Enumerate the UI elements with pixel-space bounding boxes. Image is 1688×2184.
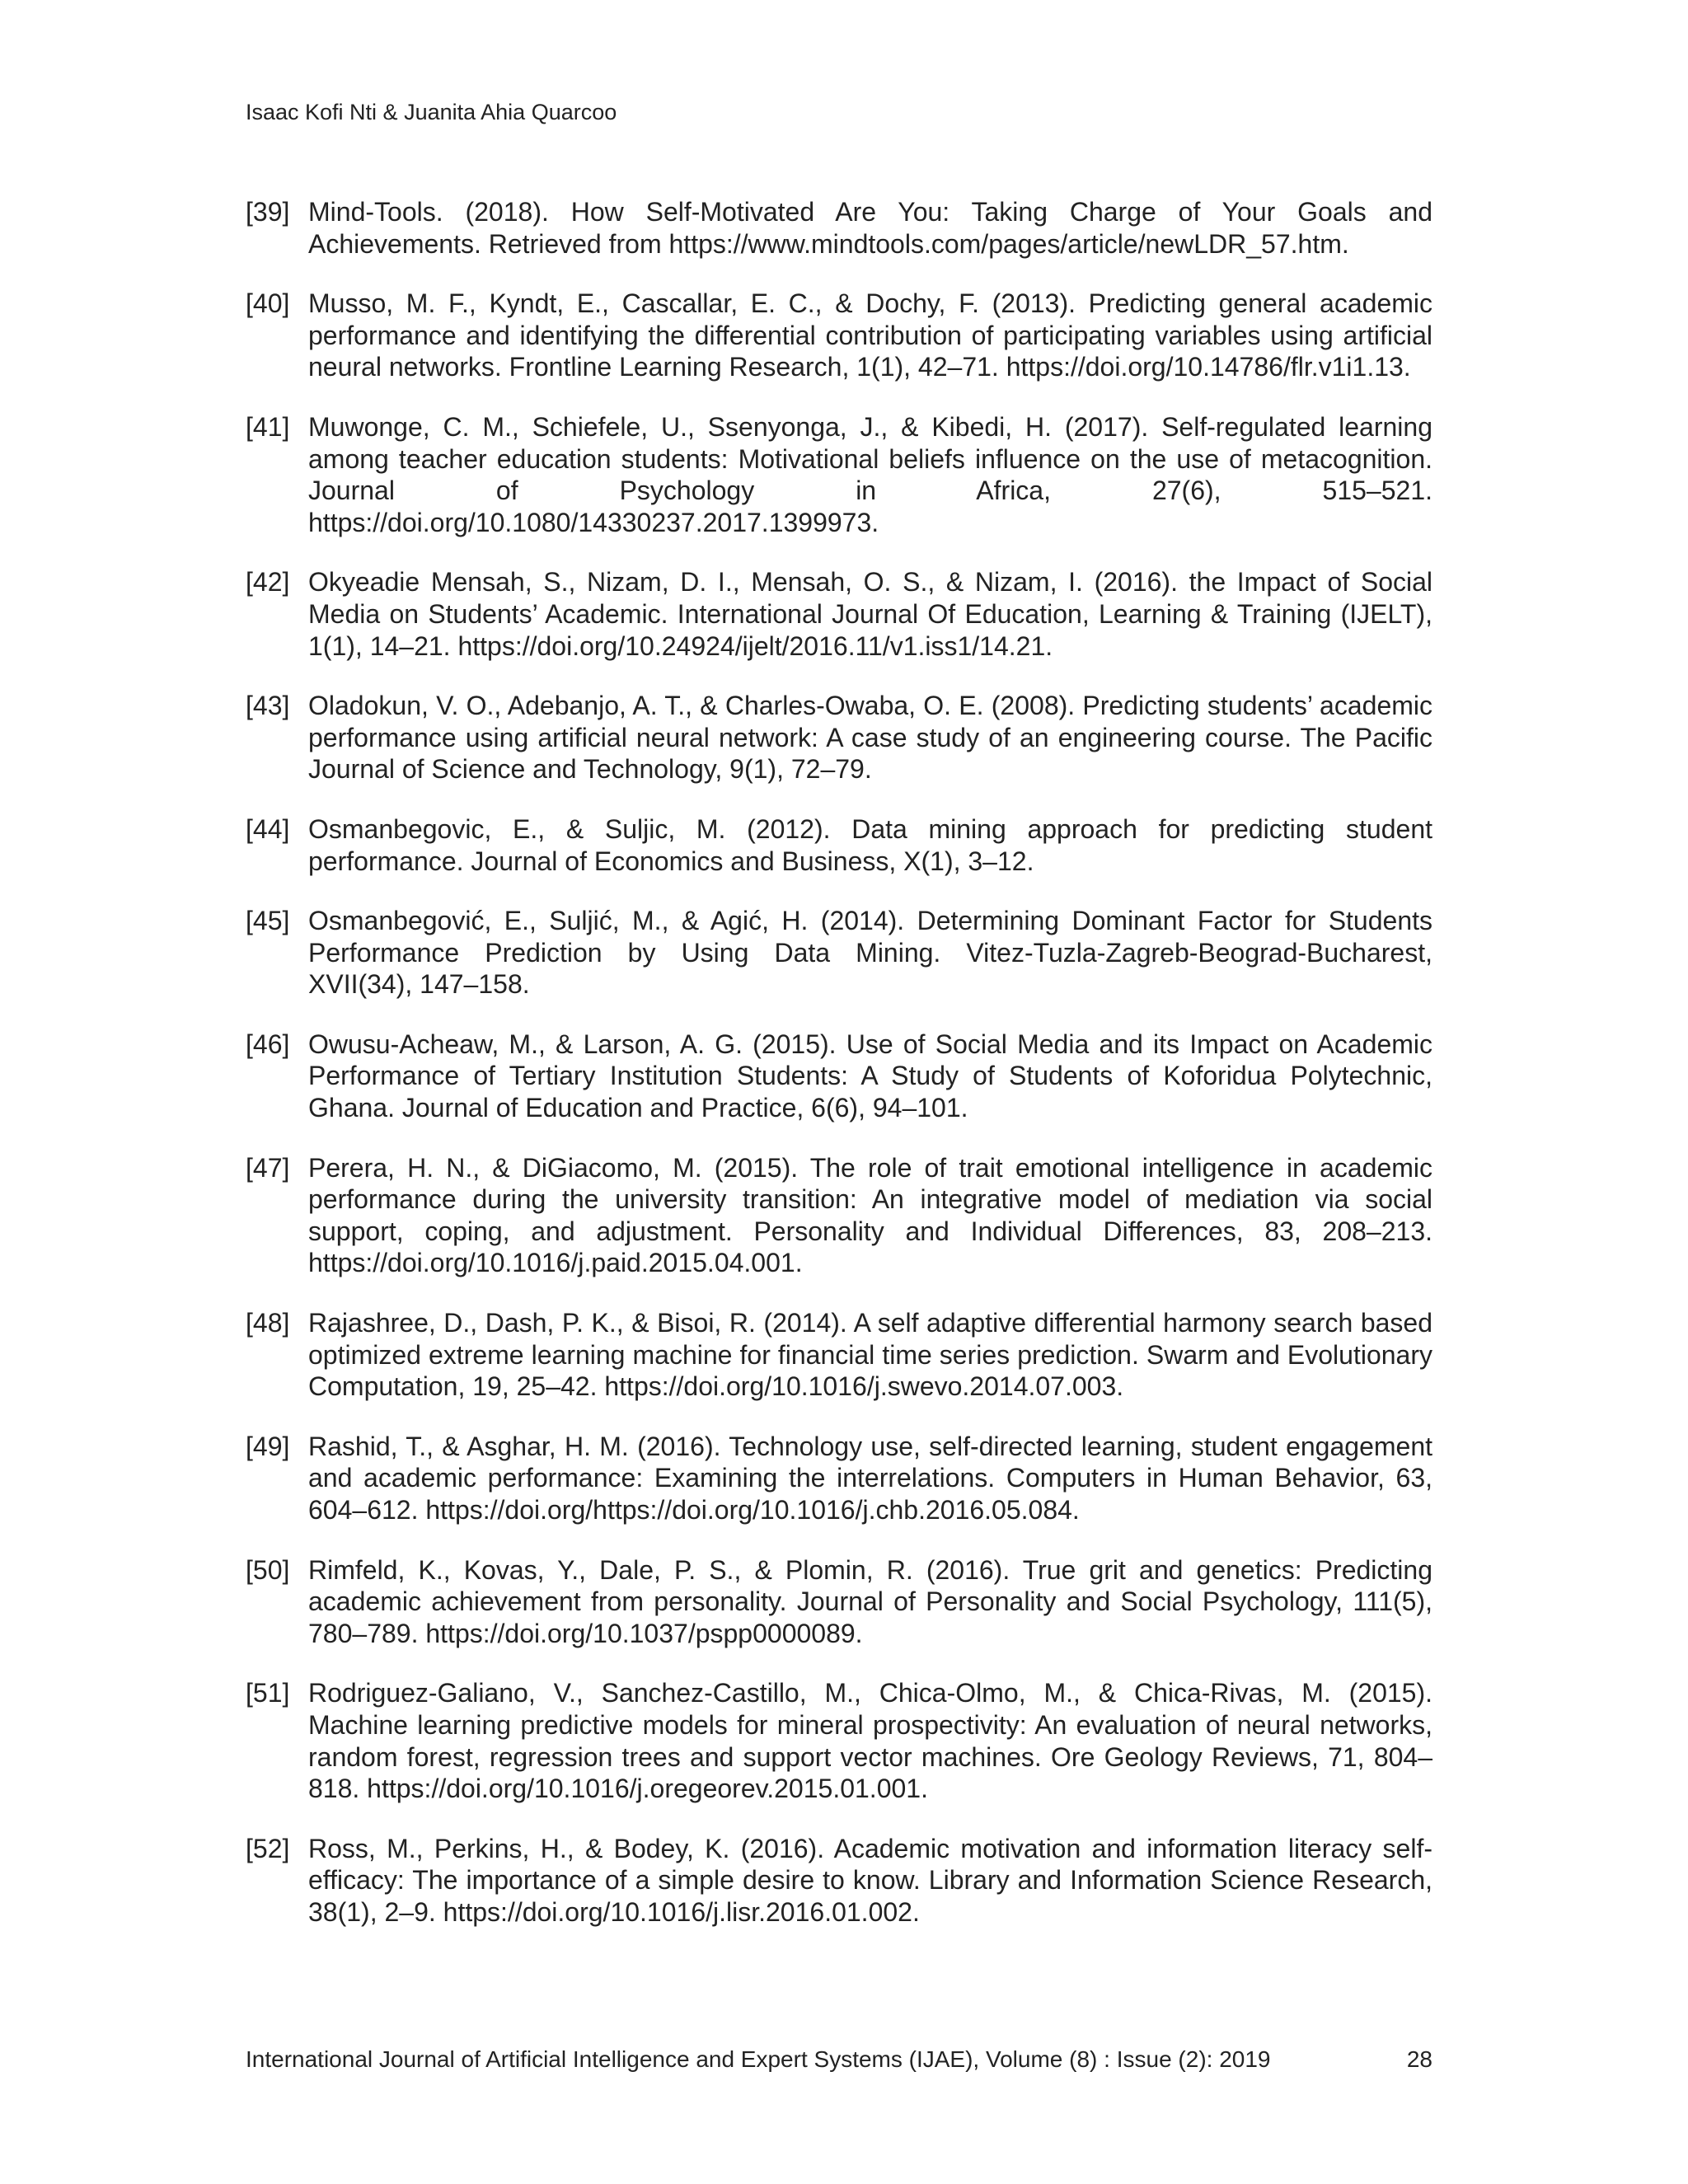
reference-item: [246, 566, 1432, 662]
reference-text: Osmanbegovic, E., & Suljic, M. (2012). Data mining approach for predicting student performance. Journal of Economics and Business, X(1), 3–12.: [308, 813, 1432, 876]
reference-item: [246, 288, 1432, 383]
reference-number: [52]: [246, 1833, 290, 1863]
reference-text: Rajashree, D., Dash, P. K., & Bisoi, R. (2014). A self adaptive differential harmony search based optimized extreme learning machine for financial time series prediction. Swarm and Evolutionary Computation, 19, 25–42. https://doi.org/10.1016/j.swevo.2014.07.003.: [308, 1308, 1432, 1402]
reference-item: [246, 411, 1432, 538]
reference-text: Oladokun, V. O., Adebanjo, A. T., & Charles-Owaba, O. E. (2008). Predicting students’ academic performance using artificial neural network: A case study of an engineering course. The Pacific Journal of Science and Technology, 9(1), 72–79.: [308, 691, 1432, 785]
reference-text: Muwonge, C. M., Schiefele, U., Ssenyonga, J., & Kibedi, H. (2017). Self-regulated learning among teacher education students: Motivational beliefs influence on the use of metacognition. Journal of Psychology in Africa, 27(6), 515–521. https://doi.org/10.1080/14330237.2017.1399973.: [308, 411, 1432, 537]
footer-journal-citation: International Journal of Artificial Intelligence and Expert Systems (IJAE), Volume (8) : Issue (2): 2019: [246, 2046, 1271, 2072]
reference-text: Okyeadie Mensah, S., Nizam, D. I., Mensah, O. S., & Nizam, I. (2016). the Impact of Social Media on Students’ Academic. International Journal Of Education, Learning & Training (IJELT), 1(1), 14–21. https://doi.org/10.24924/ijelt/2016.11/v1.iss1/14.21.: [308, 567, 1432, 661]
reference-text: Rodriguez-Galiano, V., Sanchez-Castillo, M., Chica-Olmo, M., & Chica-Rivas, M. (2015). Machine learning predictive models for mineral prospectivity: An evaluation of neural networks, random forest, regression trees and support vector machines. Ore Geology Reviews, 71, 804–818. https://doi.org/10.1016/j.oregeorev.2015.01.001.: [308, 1678, 1432, 1804]
reference-text: Mind-Tools. (2018). How Self-Motivated Are You: Taking Charge of Your Goals and Achievements. Retrieved from https://www.mindtools.com/pages/article/newLDR_57.htm.: [308, 197, 1432, 259]
reference-number: [45]: [246, 906, 290, 936]
reference-text: Owusu-Acheaw, M., & Larson, A. G. (2015). Use of Social Media and its Impact on Academic Performance of Tertiary Institution Students: A Study of Students of Koforidua Polytechnic, Ghana. Journal of Education and Practice, 6(6), 94–101.: [308, 1029, 1432, 1123]
reference-text: Ross, M., Perkins, H., & Bodey, K. (2016). Academic motivation and information literacy self-efficacy: The importance of a simple desire to know. Library and Information Science Research, 38(1), 2–9. https://doi.org/10.1016/j.lisr.2016.01.002.: [308, 1833, 1432, 1927]
page-number: 28: [1406, 2046, 1432, 2072]
reference-number: [46]: [246, 1029, 290, 1059]
reference-item: [246, 196, 1432, 260]
reference-text: Osmanbegović, E., Suljić, M., & Agić, H. (2014). Determining Dominant Factor for Students Performance Prediction by Using Data Mining. Vitez-Tuzla-Zagreb-Beograd-Bucharest, XVII(34), 147–158.: [308, 906, 1432, 1000]
running-head: Isaac Kofi Nti & Juanita Ahia Quarcoo: [246, 100, 617, 124]
reference-item: [246, 1554, 1432, 1650]
reference-item: [246, 690, 1432, 785]
reference-number: [49]: [246, 1431, 290, 1461]
reference-number: [44]: [246, 813, 290, 844]
reference-item: [246, 1152, 1432, 1279]
reference-text: Perera, H. N., & DiGiacomo, M. (2015). The role of trait emotional intelligence in academic performance during the university transition: An integrative model of mediation via social support, coping, and adjustment. Personality and Individual Differences, 83, 208–213. https://doi.org/10.1016/j.paid.2015.04.001.: [308, 1152, 1432, 1278]
reference-number: [40]: [246, 288, 290, 319]
reference-item: [246, 1431, 1432, 1526]
reference-text: Musso, M. F., Kyndt, E., Cascallar, E. C., & Dochy, F. (2013). Predicting general academic performance and identifying the differential contribution of participating variables using artificial neural networks. Frontline Learning Research, 1(1), 42–71. https://doi.org/10.14786/flr.v1i1.13.: [308, 288, 1432, 382]
reference-number: [41]: [246, 411, 290, 442]
reference-number: [43]: [246, 691, 290, 721]
reference-list: [246, 196, 1432, 1957]
reference-item: [246, 905, 1432, 1001]
reference-item: [246, 813, 1432, 877]
reference-number: [47]: [246, 1152, 290, 1183]
reference-item: [246, 1307, 1432, 1403]
reference-number: [51]: [246, 1678, 290, 1708]
reference-number: [48]: [246, 1308, 290, 1338]
page-footer: [246, 2046, 1432, 2074]
reference-number: [39]: [246, 197, 290, 227]
reference-text: Rashid, T., & Asghar, H. M. (2016). Technology use, self-directed learning, student engagement and academic performance: Examining the interrelations. Computers in Human Behavior, 63, 604–612. https://doi.org/https://doi.org/10.1016/j.chb.2016.05.084.: [308, 1431, 1432, 1525]
reference-item: [246, 1029, 1432, 1124]
reference-number: [42]: [246, 567, 290, 598]
reference-item: [246, 1677, 1432, 1804]
reference-text: Rimfeld, K., Kovas, Y., Dale, P. S., & Plomin, R. (2016). True grit and genetics: Predicting academic achievement from personality. Journal of Personality and Social Psychology, 111(5), 780–789. https://doi.org/10.1037/pspp0000089.: [308, 1554, 1432, 1648]
reference-item: [246, 1833, 1432, 1929]
reference-number: [50]: [246, 1554, 290, 1585]
